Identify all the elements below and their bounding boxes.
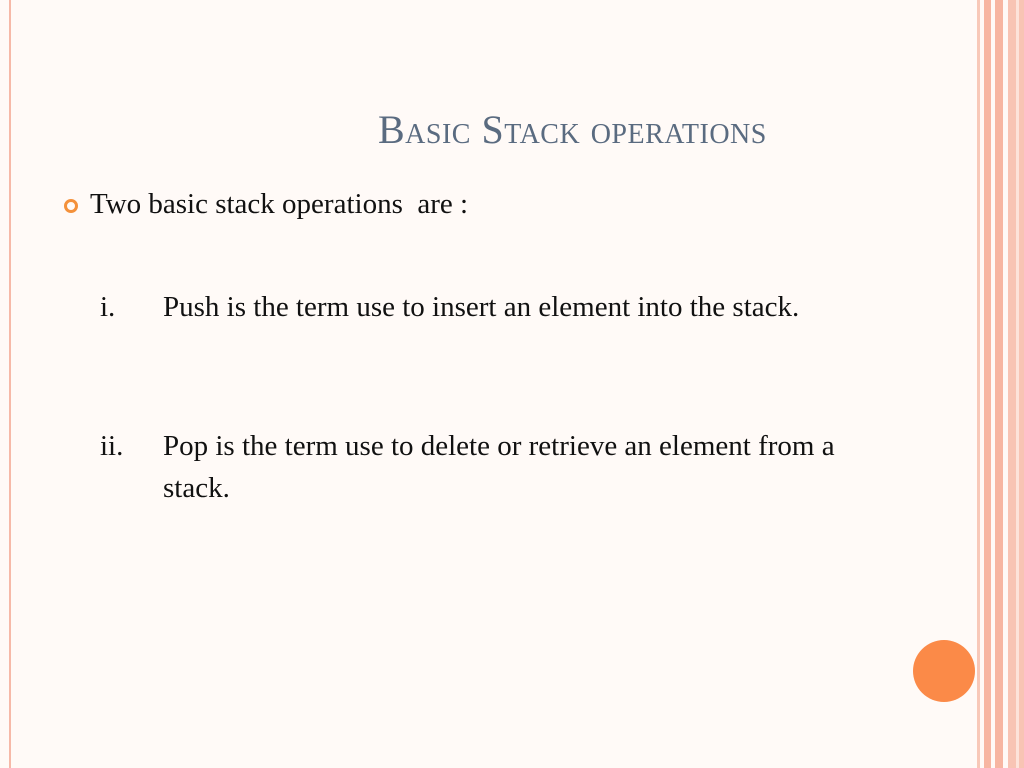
right-stripe bbox=[984, 0, 991, 768]
right-stripe-highlight bbox=[1016, 0, 1019, 768]
list-item-text: Pop is the term use to delete or retrieve an element from a stack. bbox=[163, 430, 835, 504]
list-item bbox=[100, 425, 853, 509]
left-border-line bbox=[9, 0, 11, 768]
right-stripe bbox=[995, 0, 1003, 768]
slide-title: Basic Stack operations bbox=[378, 107, 767, 152]
decorative-orange-circle bbox=[913, 640, 975, 702]
list-item-number: ii. bbox=[100, 430, 124, 462]
right-stripe bbox=[977, 0, 980, 768]
list-item-text: Push is the term use to insert an element into the stack. bbox=[163, 291, 800, 323]
bullet-point bbox=[64, 188, 468, 221]
bullet-text: Two basic stack operations are : bbox=[90, 188, 469, 220]
circle-bullet-icon bbox=[64, 199, 78, 213]
list-item bbox=[100, 286, 853, 328]
list-item-number: i. bbox=[100, 291, 116, 323]
